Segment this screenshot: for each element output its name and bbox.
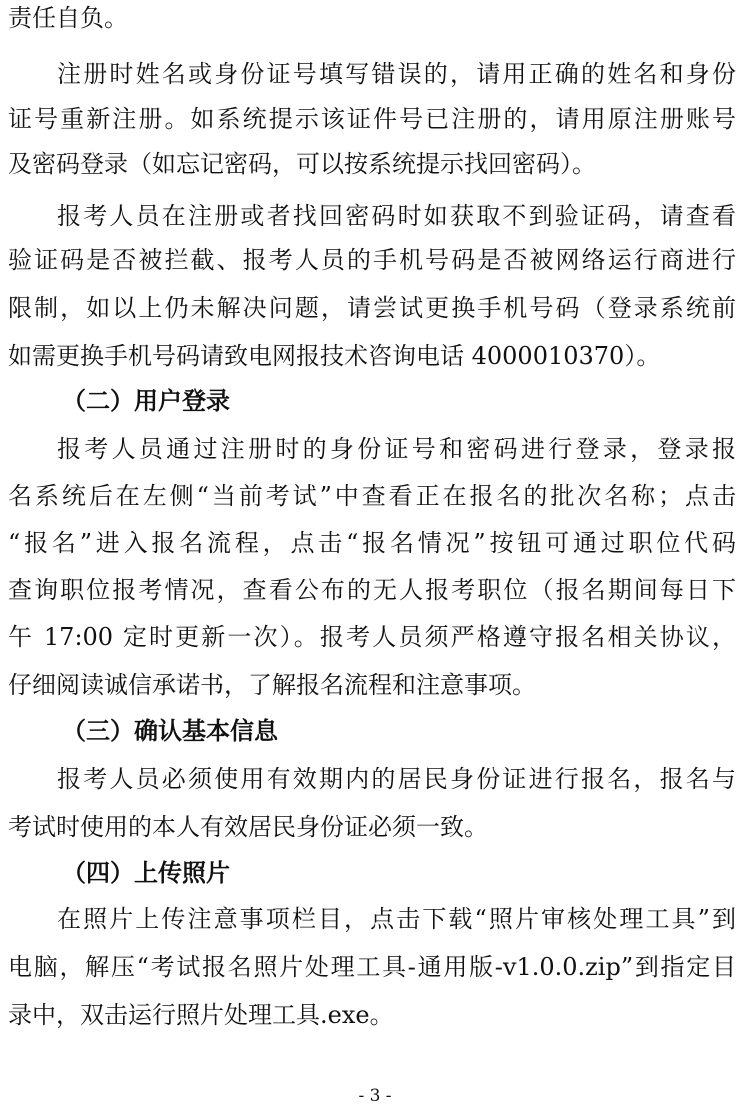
- paragraph-line: 午 17:00 定时更新一次）。报考人员须严格遵守报名相关协议，: [8, 623, 736, 651]
- paragraph-line: 仔细阅读诚信承诺书，了解报名流程和注意事项。: [8, 671, 536, 699]
- paragraph-line: “报名”进入报名流程，点击“报名情况”按钮可通过职位代码: [8, 529, 736, 557]
- paragraph-line: 限制，如以上仍未解决问题，请尝试更换手机号码（登录系统前: [8, 294, 736, 322]
- paragraph-line: 电脑，解压“考试报名照片处理工具-通用版-v1.0.0.zip”到指定目: [8, 953, 736, 981]
- paragraph-line: 考试时使用的本人有效居民身份证必须一致。: [8, 813, 488, 841]
- section-heading-upload-photo: （四）上传照片: [62, 859, 230, 887]
- paragraph-line: 验证码是否被拦截、报考人员的手机号码是否被网络运行商进行: [8, 246, 736, 274]
- paragraph-line: 注册时姓名或身份证号填写错误的，请用正确的姓名和身份: [57, 60, 736, 88]
- paragraph-line: 在照片上传注意事项栏目，点击下载“照片审核处理工具”到: [57, 905, 736, 933]
- paragraph-line: 证号重新注册。如系统提示该证件号已注册的，请用原注册账号: [8, 105, 736, 133]
- paragraph-line: 报考人员必须使用有效期内的居民身份证进行报名，报名与: [57, 765, 736, 793]
- paragraph-line: 报考人员在注册或者找回密码时如获取不到验证码，请查看: [57, 202, 736, 230]
- paragraph-line: 查询职位报考情况，查看公布的无人报考职位（报名期间每日下: [8, 576, 736, 604]
- paragraph-line: 名系统后在左侧“当前考试”中查看正在报名的批次名称；点击: [8, 482, 736, 510]
- paragraph-line: 录中，双击运行照片处理工具.exe。: [8, 1001, 394, 1029]
- paragraph-line: 责任自负。: [8, 4, 128, 32]
- paragraph-line: 报考人员通过注册时的身份证号和密码进行登录，登录报: [57, 435, 736, 463]
- section-heading-user-login: （二）用户登录: [62, 387, 230, 415]
- paragraph-line: 及密码登录（如忘记密码，可以按系统提示找回密码）。: [8, 150, 596, 178]
- page-number: - 3 -: [358, 1086, 392, 1106]
- paragraph-line: 如需更换手机号码请致电网报技术咨询电话 4000010370）。: [8, 342, 661, 370]
- section-heading-confirm-info: （三）确认基本信息: [62, 717, 278, 745]
